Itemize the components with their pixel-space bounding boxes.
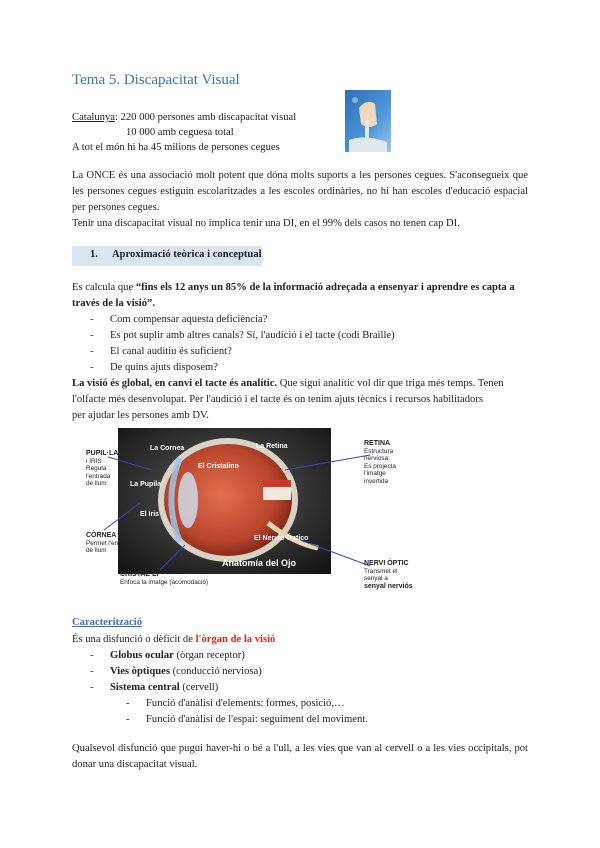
label-cornea: La Cornea: [150, 445, 185, 452]
diagram-title: Anatomía del Ojo: [222, 558, 297, 568]
list-item: - Vies òptiques (conducció nerviosa): [90, 666, 262, 677]
list-item: - Es pot suplir amb altres canals? Sí, l'audició i el tacte (codi Braille): [90, 330, 395, 341]
ext-label-nervi: NERVI ÒPTIC Transmet el senyal a senyal nerviós: [364, 560, 413, 590]
section-number: 1.: [90, 249, 98, 260]
ext-label-cristali: CRISTAL·LÍ Enfoca la imatge (acomodació): [120, 571, 209, 586]
page-title: Tema 5. Discapacitat Visual: [72, 72, 240, 88]
list-item: - Globus ocular (òrgan receptor): [90, 650, 245, 661]
arrow-cristali: [160, 545, 185, 570]
arrow-nervi: [300, 540, 370, 566]
catalunya-label: Catalunya: [72, 112, 115, 123]
global-line-2: l'olfacte més desenvolupat. Per l'audició i el tacte és on tenim ajuts tècnics i recursos habilitadors: [72, 394, 483, 405]
list-item: - De quins ajuts disposem?: [90, 362, 218, 373]
sub-list-item: - Funció d'anàlisi de l'espai: seguiment del moviment.: [126, 714, 368, 725]
intro-line-ceguesa: 10 000 amb ceguesa total: [126, 127, 234, 138]
list-item: - Sistema central (cervell): [90, 682, 219, 693]
caract-heading: Caracterització: [72, 617, 142, 628]
global-line-3: per ajudar les persones amb DV.: [72, 410, 209, 421]
di-paragraph: Tenir una discapacitat visual no implica tenir una DI, en el 99% dels casos no tenen cap DI.: [72, 218, 460, 229]
ext-label-pupila: PUPIL·LA i IRIS Regula l'entrada de llum: [86, 450, 119, 487]
label-pupila: La Pupila: [130, 481, 162, 488]
intro-line-world: A tot el món hi ha 45 milions de persones cegues: [72, 142, 280, 153]
calc-prefix: Es calcula que: [72, 282, 136, 293]
caract-line: És una disfunció o dèficit de l'òrgan de la visió: [72, 634, 276, 645]
arrow-retina: [285, 455, 370, 470]
ext-label-cornea: CÒRNEA Permet l'entrada de llum: [86, 532, 133, 554]
organ-highlight: l'òrgan de la visió: [195, 634, 276, 645]
list-item: - Com compensar aquesta deficiència?: [90, 314, 268, 325]
sub-list-item: - Funció d'anàlisi d'elements: formes, posició,…: [126, 698, 345, 709]
calc-quote-2: través de la visió”.: [72, 298, 155, 309]
label-cristalino: El Cristalino: [198, 463, 239, 470]
final-paragraph: Qualsevol disfunció que pugui haver-hi o bé a l'ull, a les vies que van al cervell o a les vies occipitals, pot donar una discapacitat visual.: [72, 743, 528, 770]
section-title: Aproximació teòrica i conceptual: [112, 249, 262, 260]
arrow-cornea: [104, 503, 140, 530]
global-line-1: La visió és global, en canvi el tacte és analític. Que sigui analític vol dir que triga més temps. Tenen: [72, 378, 504, 389]
label-iris: El Iris: [140, 511, 160, 518]
once-paragraph: La ONCE és una associació molt potent que dóna molts suports a les persones cegues. S'aconsegueix que les persones cegues estiguin escolaritzades a les escoles ordinàries, no hi han escoles d'educació espacial per persones cegues.: [72, 170, 528, 213]
list-item: - El canal auditiu és suficient?: [90, 346, 232, 357]
catalunya-text: : 220 000 persones amb discapacitat visual: [114, 112, 297, 123]
global-bold: La visió és global, en canvi el tacte és analític.: [72, 378, 278, 389]
calc-quote-1: “fins els 12 anys un 85% de la informació adreçada a ensenyar i aprendre es capta a: [135, 282, 515, 293]
ext-label-retina: RETINA Estructura nerviosa: Es projecta l'imatge invertida: [364, 440, 396, 485]
label-nervio: El Nervio Óptico: [254, 535, 309, 542]
label-retina: La Retina: [256, 443, 288, 450]
